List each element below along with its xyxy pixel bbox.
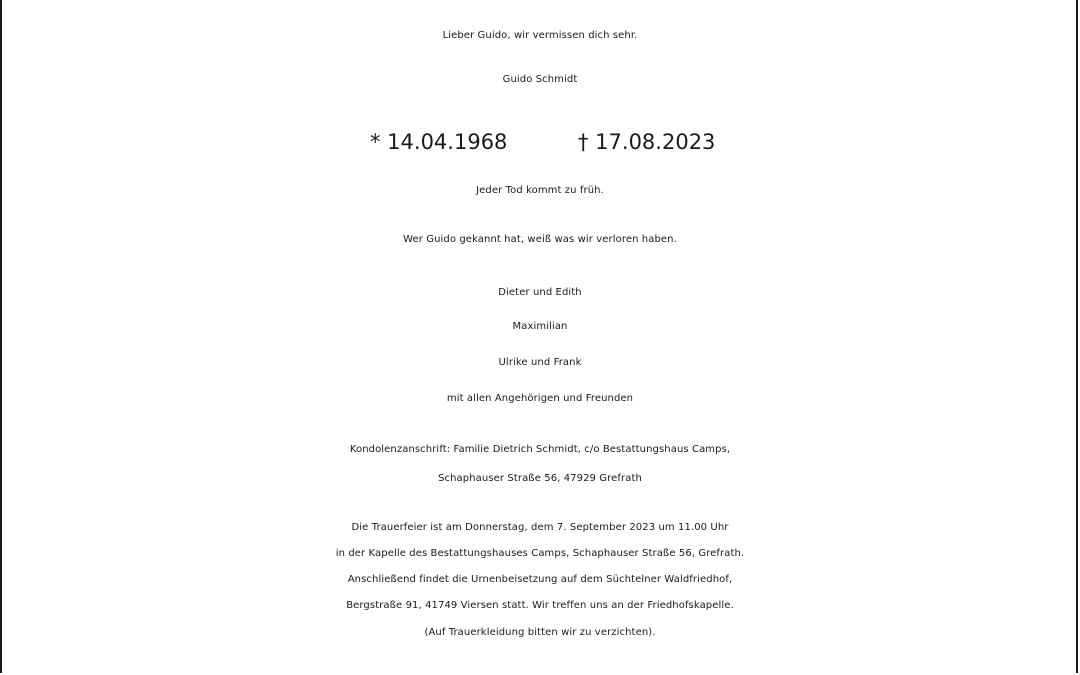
address-line: Kondolenzanschrift: Familie Dietrich Schmidt, c/o Bestattungshaus Camps, [349, 444, 731, 455]
ceremony-line: in der Kapelle des Bestattungshauses Camps, Schaphauser Straße 56, Grefrath. [335, 548, 745, 559]
intro-line: Lieber Guido, wir vermissen dich sehr. [442, 30, 638, 41]
mourner-line: Dieter und Edith [498, 287, 582, 298]
mourner-line: mit allen Angehörigen und Freunden [446, 393, 634, 404]
death-date: † 17.08.2023 [578, 130, 716, 154]
mourner-line: Maximilian [512, 321, 568, 332]
quote-line-1: Jeder Tod kommt zu früh. [476, 185, 604, 196]
ceremony-line: Anschließend findet die Urnenbeisetzung auf dem Süchtelner Waldfriedhof, [347, 574, 733, 585]
ceremony-line: Bergstraße 91, 41749 Viersen statt. Wir treffen uns an der Friedhofskapelle. [346, 600, 734, 611]
deceased-name: Guido Schmidt [502, 74, 578, 85]
birth-date: * 14.04.1968 [370, 130, 508, 154]
ceremony-line: (Auf Trauerkleidung bitten wir zu verzichten). [424, 627, 656, 638]
ceremony-line: Die Trauerfeier ist am Donnerstag, dem 7. September 2023 um 11.00 Uhr [351, 522, 729, 533]
address-line: Schaphauser Straße 56, 47929 Grefrath [438, 473, 642, 484]
mourner-line: Ulrike und Frank [498, 357, 582, 368]
quote-line-2: Wer Guido gekannt hat, weiß was wir verloren haben. [403, 234, 677, 245]
